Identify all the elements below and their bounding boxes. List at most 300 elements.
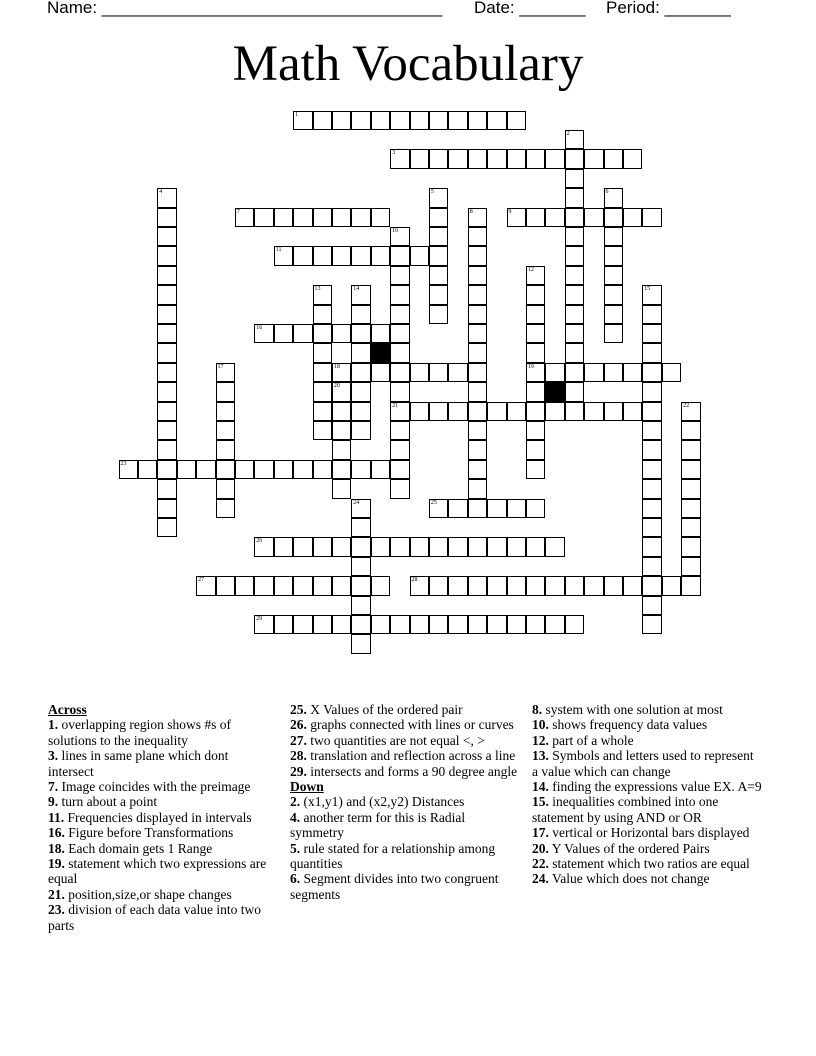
crossword-cell[interactable] (429, 246, 449, 266)
crossword-cell[interactable] (526, 421, 546, 441)
crossword-cell[interactable] (332, 402, 352, 422)
crossword-cell[interactable] (390, 111, 410, 131)
crossword-cell[interactable] (390, 246, 410, 266)
crossword-cell[interactable] (642, 382, 662, 402)
crossword-cell[interactable] (642, 402, 662, 422)
crossword-cell[interactable] (526, 343, 546, 363)
crossword-cell[interactable] (429, 499, 449, 519)
crossword-cell[interactable] (216, 382, 236, 402)
crossword-cell[interactable] (429, 149, 449, 169)
crossword-cell[interactable] (254, 615, 274, 635)
crossword-cell[interactable] (468, 111, 488, 131)
crossword-cell[interactable] (390, 615, 410, 635)
crossword-cell[interactable] (487, 537, 507, 557)
crossword-cell[interactable] (390, 382, 410, 402)
crossword-cell[interactable] (410, 402, 430, 422)
crossword-cell[interactable] (526, 266, 546, 286)
crossword-cell[interactable] (429, 111, 449, 131)
crossword-cell[interactable] (216, 363, 236, 383)
crossword-cell[interactable] (351, 460, 371, 480)
crossword-cell[interactable] (390, 402, 410, 422)
crossword-cell[interactable] (681, 402, 701, 422)
crossword-cell[interactable] (681, 518, 701, 538)
crossword-cell[interactable] (410, 537, 430, 557)
crossword-cell[interactable] (487, 576, 507, 596)
crossword-cell[interactable] (216, 440, 236, 460)
crossword-cell[interactable] (351, 596, 371, 616)
crossword-cell[interactable] (157, 266, 177, 286)
crossword-cell[interactable] (526, 499, 546, 519)
crossword-cell[interactable] (216, 421, 236, 441)
crossword-cell[interactable] (429, 537, 449, 557)
crossword-cell[interactable] (468, 227, 488, 247)
crossword-cell[interactable] (604, 149, 624, 169)
crossword-cell[interactable] (371, 208, 391, 228)
crossword-cell[interactable] (429, 208, 449, 228)
crossword-cell[interactable] (351, 208, 371, 228)
crossword-cell[interactable] (565, 285, 585, 305)
crossword-cell[interactable] (351, 537, 371, 557)
crossword-cell[interactable] (157, 227, 177, 247)
crossword-cell[interactable] (642, 324, 662, 344)
crossword-cell[interactable] (468, 343, 488, 363)
crossword-cell[interactable] (332, 460, 352, 480)
crossword-cell[interactable] (157, 305, 177, 325)
crossword-cell[interactable] (390, 285, 410, 305)
crossword-cell[interactable] (642, 499, 662, 519)
crossword-cell[interactable] (526, 382, 546, 402)
date-field[interactable]: Date: _______ (474, 0, 586, 17)
crossword-cell[interactable] (507, 149, 527, 169)
crossword-cell[interactable] (429, 227, 449, 247)
crossword-cell[interactable] (565, 208, 585, 228)
crossword-cell[interactable] (468, 305, 488, 325)
crossword-cell[interactable] (526, 285, 546, 305)
crossword-cell[interactable] (545, 615, 565, 635)
crossword-cell[interactable] (448, 537, 468, 557)
crossword-cell[interactable] (526, 615, 546, 635)
crossword-cell[interactable] (565, 305, 585, 325)
crossword-cell[interactable] (138, 460, 158, 480)
crossword-cell[interactable] (468, 208, 488, 228)
crossword-cell[interactable] (293, 460, 313, 480)
crossword-cell[interactable] (565, 188, 585, 208)
crossword-cell[interactable] (642, 576, 662, 596)
crossword-cell[interactable] (157, 518, 177, 538)
crossword-cell[interactable] (623, 402, 643, 422)
crossword-cell[interactable] (332, 479, 352, 499)
crossword-cell[interactable] (487, 149, 507, 169)
crossword-cell[interactable] (429, 576, 449, 596)
crossword-cell[interactable] (545, 576, 565, 596)
crossword-cell[interactable] (235, 576, 255, 596)
crossword-cell[interactable] (293, 246, 313, 266)
crossword-cell[interactable] (526, 149, 546, 169)
crossword-cell[interactable] (293, 576, 313, 596)
crossword-cell[interactable] (216, 460, 236, 480)
crossword-cell[interactable] (157, 402, 177, 422)
crossword-cell[interactable] (351, 285, 371, 305)
crossword-cell[interactable] (274, 246, 294, 266)
crossword-cell[interactable] (390, 440, 410, 460)
crossword-cell[interactable] (681, 421, 701, 441)
crossword-cell[interactable] (157, 460, 177, 480)
crossword-cell[interactable] (604, 266, 624, 286)
crossword-cell[interactable] (507, 208, 527, 228)
crossword-cell[interactable] (390, 479, 410, 499)
crossword-cell[interactable] (390, 149, 410, 169)
crossword-cell[interactable] (604, 208, 624, 228)
crossword-cell[interactable] (642, 285, 662, 305)
crossword-cell[interactable] (351, 518, 371, 538)
crossword-cell[interactable] (235, 208, 255, 228)
crossword-cell[interactable] (565, 149, 585, 169)
crossword-cell[interactable] (604, 227, 624, 247)
crossword-cell[interactable] (468, 576, 488, 596)
crossword-cell[interactable] (468, 363, 488, 383)
crossword-cell[interactable] (448, 111, 468, 131)
crossword-cell[interactable] (507, 402, 527, 422)
crossword-cell[interactable] (274, 615, 294, 635)
crossword-cell[interactable] (681, 460, 701, 480)
crossword-cell[interactable] (681, 440, 701, 460)
crossword-cell[interactable] (681, 557, 701, 577)
crossword-cell[interactable] (429, 402, 449, 422)
crossword-cell[interactable] (448, 615, 468, 635)
crossword-cell[interactable] (448, 149, 468, 169)
crossword-cell[interactable] (604, 285, 624, 305)
crossword-cell[interactable] (313, 285, 333, 305)
crossword-cell[interactable] (642, 537, 662, 557)
crossword-cell[interactable] (293, 324, 313, 344)
crossword-cell[interactable] (604, 324, 624, 344)
crossword-cell[interactable] (429, 305, 449, 325)
crossword-cell[interactable] (468, 479, 488, 499)
crossword-cell[interactable] (410, 111, 430, 131)
crossword-cell[interactable] (642, 615, 662, 635)
crossword-cell[interactable] (254, 537, 274, 557)
crossword-cell[interactable] (468, 421, 488, 441)
crossword-cell[interactable] (468, 402, 488, 422)
crossword-cell[interactable] (565, 324, 585, 344)
crossword-cell[interactable] (604, 576, 624, 596)
crossword-cell[interactable] (371, 246, 391, 266)
crossword-cell[interactable] (274, 324, 294, 344)
crossword-cell[interactable] (351, 634, 371, 654)
name-field[interactable]: Name: ____________________________________ (47, 0, 443, 17)
crossword-cell[interactable] (157, 440, 177, 460)
crossword-cell[interactable] (681, 499, 701, 519)
crossword-cell[interactable] (662, 576, 682, 596)
crossword-cell[interactable] (313, 246, 333, 266)
crossword-cell[interactable] (351, 499, 371, 519)
crossword-cell[interactable] (293, 208, 313, 228)
crossword-cell[interactable] (390, 324, 410, 344)
crossword-cell[interactable] (681, 479, 701, 499)
crossword-cell[interactable] (254, 324, 274, 344)
crossword-cell[interactable] (254, 576, 274, 596)
crossword-cell[interactable] (293, 111, 313, 131)
crossword-cell[interactable] (371, 537, 391, 557)
crossword-cell[interactable] (157, 343, 177, 363)
crossword-cell[interactable] (390, 305, 410, 325)
crossword-cell[interactable] (468, 499, 488, 519)
crossword-cell[interactable] (332, 111, 352, 131)
crossword-cell[interactable] (332, 615, 352, 635)
clue-item (290, 702, 518, 717)
crossword-cell[interactable] (157, 188, 177, 208)
crossword-cell[interactable] (390, 227, 410, 247)
crossword-cell[interactable] (410, 246, 430, 266)
crossword-cell[interactable] (642, 305, 662, 325)
crossword-cell[interactable] (157, 499, 177, 519)
crossword-cell[interactable] (565, 169, 585, 189)
crossword-cell[interactable] (565, 382, 585, 402)
crossword-cell[interactable] (157, 246, 177, 266)
crossword-cell[interactable] (584, 363, 604, 383)
crossword-cell[interactable] (526, 324, 546, 344)
crossword-cell[interactable] (448, 363, 468, 383)
crossword-cell[interactable] (604, 188, 624, 208)
crossword-cell[interactable] (216, 576, 236, 596)
crossword-cell[interactable] (584, 208, 604, 228)
crossword-cell[interactable] (313, 363, 333, 383)
crossword-cell[interactable] (468, 324, 488, 344)
crossword-cell[interactable] (545, 208, 565, 228)
crossword-cell[interactable] (584, 402, 604, 422)
period-field[interactable]: Period: _______ (606, 0, 731, 17)
crossword-cell[interactable] (526, 402, 546, 422)
crossword-cell[interactable] (642, 460, 662, 480)
crossword-cell[interactable] (177, 460, 197, 480)
crossword-cell[interactable] (642, 557, 662, 577)
crossword-cell[interactable] (410, 615, 430, 635)
clue-text: statement which two expressions are equal (48, 856, 267, 887)
crossword-cell[interactable] (448, 499, 468, 519)
crossword-cell[interactable] (351, 615, 371, 635)
crossword-cell[interactable] (254, 208, 274, 228)
crossword-cell[interactable] (390, 421, 410, 441)
crossword-cell[interactable] (216, 479, 236, 499)
crossword-cell[interactable] (351, 324, 371, 344)
crossword-cell[interactable] (371, 363, 391, 383)
crossword-cell[interactable] (526, 208, 546, 228)
crossword-cell[interactable] (642, 479, 662, 499)
crossword-cell[interactable] (390, 363, 410, 383)
crossword-cell[interactable] (216, 402, 236, 422)
crossword-cell[interactable] (371, 324, 391, 344)
crossword-cell[interactable] (642, 421, 662, 441)
crossword-cell[interactable] (584, 576, 604, 596)
crossword-cell[interactable] (662, 363, 682, 383)
crossword-cell[interactable] (274, 460, 294, 480)
crossword-cell[interactable] (274, 576, 294, 596)
crossword-cell[interactable] (351, 305, 371, 325)
crossword-cell[interactable] (526, 576, 546, 596)
crossword-cell[interactable] (196, 576, 216, 596)
crossword-cell[interactable] (565, 227, 585, 247)
crossword-cell[interactable] (390, 343, 410, 363)
crossword-cell[interactable] (565, 402, 585, 422)
crossword-cell[interactable] (351, 421, 371, 441)
crossword-cell[interactable] (313, 343, 333, 363)
crossword-cell[interactable] (526, 460, 546, 480)
crossword-cell[interactable] (313, 537, 333, 557)
crossword-cell[interactable] (390, 266, 410, 286)
crossword-cell[interactable] (642, 343, 662, 363)
crossword-cell[interactable] (604, 246, 624, 266)
crossword-cell[interactable] (371, 615, 391, 635)
crossword-cell[interactable] (196, 460, 216, 480)
crossword-cell[interactable] (623, 363, 643, 383)
crossword-cell[interactable] (507, 537, 527, 557)
crossword-cell[interactable] (332, 208, 352, 228)
crossword-cell[interactable] (313, 460, 333, 480)
crossword-cell[interactable] (332, 421, 352, 441)
crossword-cell[interactable] (604, 402, 624, 422)
crossword-cell[interactable] (332, 363, 352, 383)
crossword-cell[interactable] (274, 537, 294, 557)
crossword-cell[interactable] (468, 615, 488, 635)
crossword-cell[interactable] (313, 382, 333, 402)
crossword-cell[interactable] (157, 285, 177, 305)
crossword-cell[interactable] (468, 266, 488, 286)
crossword-cell[interactable] (351, 111, 371, 131)
crossword-cell[interactable] (313, 208, 333, 228)
crossword-cell[interactable] (371, 111, 391, 131)
crossword-cell[interactable] (235, 460, 255, 480)
crossword-cell[interactable] (351, 557, 371, 577)
crossword-cell[interactable] (157, 382, 177, 402)
crossword-cell[interactable] (390, 460, 410, 480)
crossword-cell[interactable] (313, 576, 333, 596)
crossword-cell[interactable] (526, 537, 546, 557)
crossword-cell[interactable] (526, 363, 546, 383)
crossword-cell[interactable] (468, 440, 488, 460)
crossword-cell[interactable] (507, 499, 527, 519)
crossword-cell[interactable] (468, 460, 488, 480)
crossword-cell[interactable] (681, 537, 701, 557)
crossword-cell[interactable] (487, 499, 507, 519)
crossword-cell[interactable] (642, 596, 662, 616)
crossword-cell[interactable] (584, 149, 604, 169)
crossword-cell[interactable] (157, 208, 177, 228)
crossword-cell[interactable] (313, 402, 333, 422)
crossword-cell[interactable] (487, 402, 507, 422)
crossword-cell[interactable] (293, 537, 313, 557)
crossword-cell[interactable] (565, 343, 585, 363)
crossword-cell[interactable] (351, 246, 371, 266)
crossword-cell[interactable] (429, 363, 449, 383)
crossword-cell[interactable] (468, 246, 488, 266)
crossword-cell[interactable] (604, 363, 624, 383)
crossword-cell[interactable] (642, 440, 662, 460)
crossword-cell[interactable] (157, 324, 177, 344)
crossword-cell[interactable] (332, 537, 352, 557)
crossword-cell[interactable] (487, 615, 507, 635)
crossword-cell[interactable] (351, 363, 371, 383)
crossword-cell[interactable] (313, 111, 333, 131)
crossword-cell[interactable] (545, 363, 565, 383)
crossword-cell[interactable] (410, 149, 430, 169)
crossword-cell[interactable] (565, 246, 585, 266)
crossword-cell[interactable] (565, 266, 585, 286)
crossword-cell[interactable] (351, 382, 371, 402)
crossword-cell[interactable] (332, 324, 352, 344)
crossword-cell[interactable] (565, 130, 585, 150)
crossword-cell[interactable] (545, 537, 565, 557)
crossword-cell[interactable] (313, 324, 333, 344)
crossword-cell[interactable] (468, 285, 488, 305)
crossword-cell[interactable] (623, 149, 643, 169)
crossword-cell[interactable] (429, 266, 449, 286)
crossword-cell[interactable] (468, 537, 488, 557)
crossword-cell[interactable] (157, 421, 177, 441)
crossword-cell[interactable] (526, 305, 546, 325)
clue-number: 8 (469, 208, 473, 215)
crossword-cell[interactable] (681, 576, 701, 596)
crossword-cell[interactable] (313, 421, 333, 441)
crossword-cell[interactable] (157, 363, 177, 383)
crossword-cell[interactable] (157, 479, 177, 499)
crossword-cell[interactable] (274, 208, 294, 228)
crossword-cell[interactable] (545, 149, 565, 169)
crossword-cell[interactable] (642, 363, 662, 383)
crossword-cell[interactable] (351, 402, 371, 422)
crossword-cell[interactable] (254, 460, 274, 480)
crossword-cell[interactable] (429, 615, 449, 635)
crossword-cell[interactable] (604, 305, 624, 325)
crossword-cell[interactable] (429, 285, 449, 305)
crossword-cell[interactable] (371, 460, 391, 480)
crossword-cell[interactable] (332, 382, 352, 402)
crossword-cell[interactable] (119, 460, 139, 480)
crossword-cell[interactable] (351, 343, 371, 363)
crossword-cell[interactable] (448, 576, 468, 596)
crossword-cell[interactable] (332, 440, 352, 460)
crossword-cell[interactable] (507, 111, 527, 131)
crossword-cell[interactable] (410, 576, 430, 596)
crossword-cell[interactable] (313, 305, 333, 325)
crossword-cell[interactable] (448, 402, 468, 422)
crossword-cell[interactable] (351, 576, 371, 596)
crossword-cell[interactable] (565, 363, 585, 383)
crossword-cell[interactable] (468, 149, 488, 169)
crossword-cell[interactable] (390, 537, 410, 557)
crossword-cell[interactable] (429, 188, 449, 208)
crossword-cell[interactable] (526, 440, 546, 460)
crossword-cell[interactable] (623, 576, 643, 596)
crossword-cell[interactable] (332, 246, 352, 266)
crossword-cell[interactable] (623, 208, 643, 228)
crossword-cell[interactable] (642, 518, 662, 538)
crossword-cell[interactable] (545, 402, 565, 422)
clue-number: 27 (198, 577, 205, 584)
crossword-cell[interactable] (642, 208, 662, 228)
crossword-cell[interactable] (507, 615, 527, 635)
crossword-cell[interactable] (332, 576, 352, 596)
crossword-cell[interactable] (293, 615, 313, 635)
crossword-cell[interactable] (216, 499, 236, 519)
crossword-cell[interactable] (313, 615, 333, 635)
crossword-cell[interactable] (565, 615, 585, 635)
crossword-cell[interactable] (565, 576, 585, 596)
crossword-cell[interactable] (468, 382, 488, 402)
crossword-cell[interactable] (410, 363, 430, 383)
crossword-cell[interactable] (371, 576, 391, 596)
crossword-cell[interactable] (507, 576, 527, 596)
crossword-cell[interactable] (487, 111, 507, 131)
